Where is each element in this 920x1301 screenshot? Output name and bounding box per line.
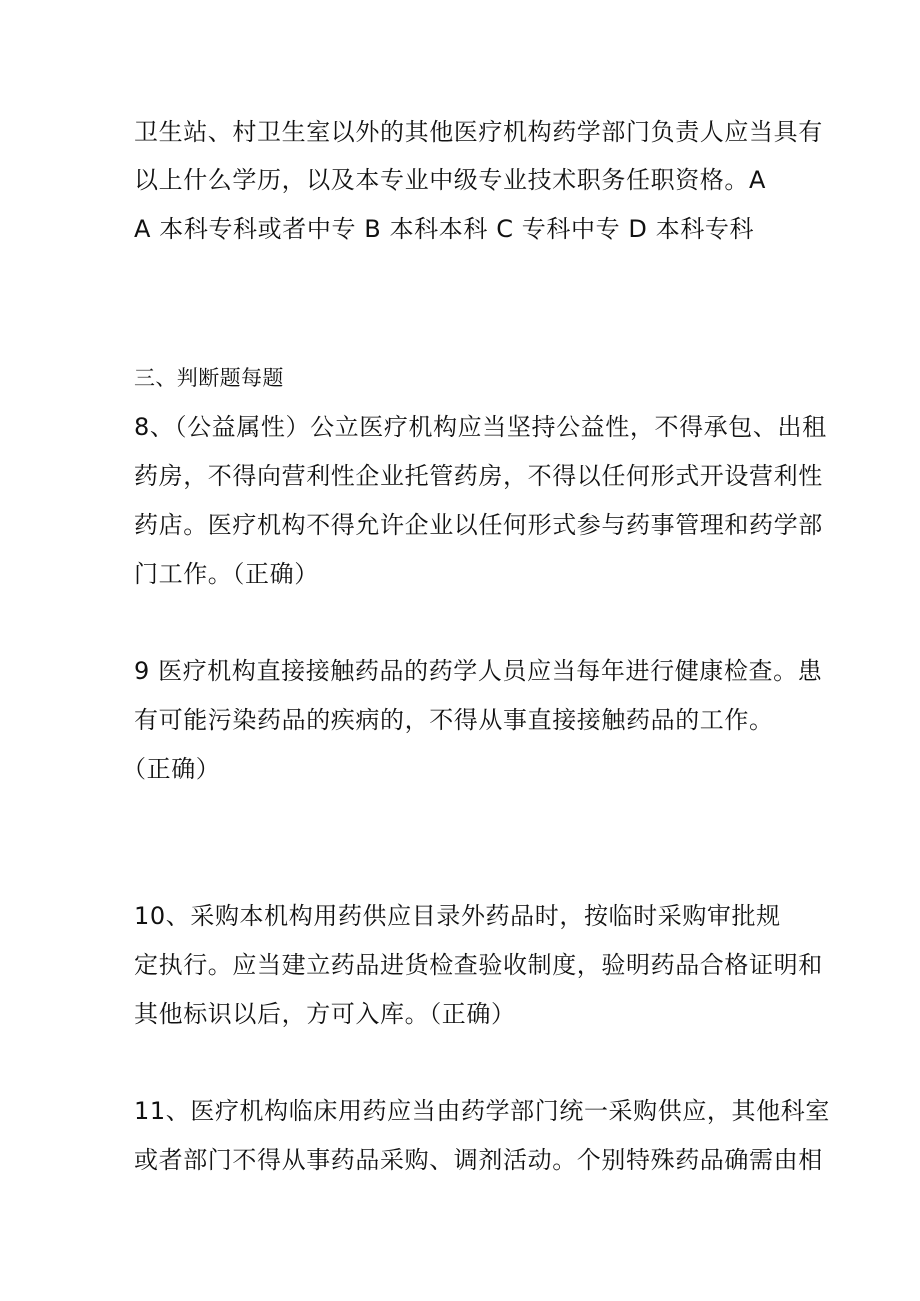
q9-line-1: 9 医疗机构直接接触药品的药学人员应当每年进行健康检查。患 xyxy=(134,657,823,685)
q11-line-1: 11、医疗机构临床用药应当由药学部门统一采购供应，其他科室 xyxy=(134,1097,830,1125)
q10-line-1: 10、采购本机构用药供应目录外药品时，按临时采购审批规 xyxy=(134,902,781,930)
q7-options: A 本科专科或者中专 B 本科本科 C 专科中专 D 本科专科 xyxy=(134,215,755,243)
q10-line-3: 其他标识以后，方可入库。（正确） xyxy=(134,1000,516,1028)
section-heading: 三、判断题每题 xyxy=(134,366,284,390)
q9-line-2: 有可能污染药品的疾病的，不得从事直接接触药品的工作。 xyxy=(134,706,774,734)
q8-line-1: 8、（公益属性）公立医疗机构应当坚持公益性，不得承包、出租 xyxy=(134,413,827,441)
q8-line-4: 门工作。（正确） xyxy=(134,560,319,588)
q11-line-2: 或者部门不得从事药品采购、调剂活动。个别特殊药品确需由相 xyxy=(134,1146,823,1174)
q7-line-2: 以上什么学历，以及本专业中级专业技术职务任职资格。A xyxy=(134,166,767,194)
q8-line-2: 药房，不得向营利性企业托管药房，不得以任何形式开设营利性 xyxy=(134,462,823,490)
q8-line-3: 药店。医疗机构不得允许企业以任何形式参与药事管理和药学部 xyxy=(134,511,823,539)
q9-answer: （正确） xyxy=(122,755,221,783)
q10-line-2: 定执行。应当建立药品进货检查验收制度，验明药品合格证明和 xyxy=(134,951,823,979)
q7-line-1: 卫生站、村卫生室以外的其他医疗机构药学部门负责人应当具有 xyxy=(134,118,823,146)
